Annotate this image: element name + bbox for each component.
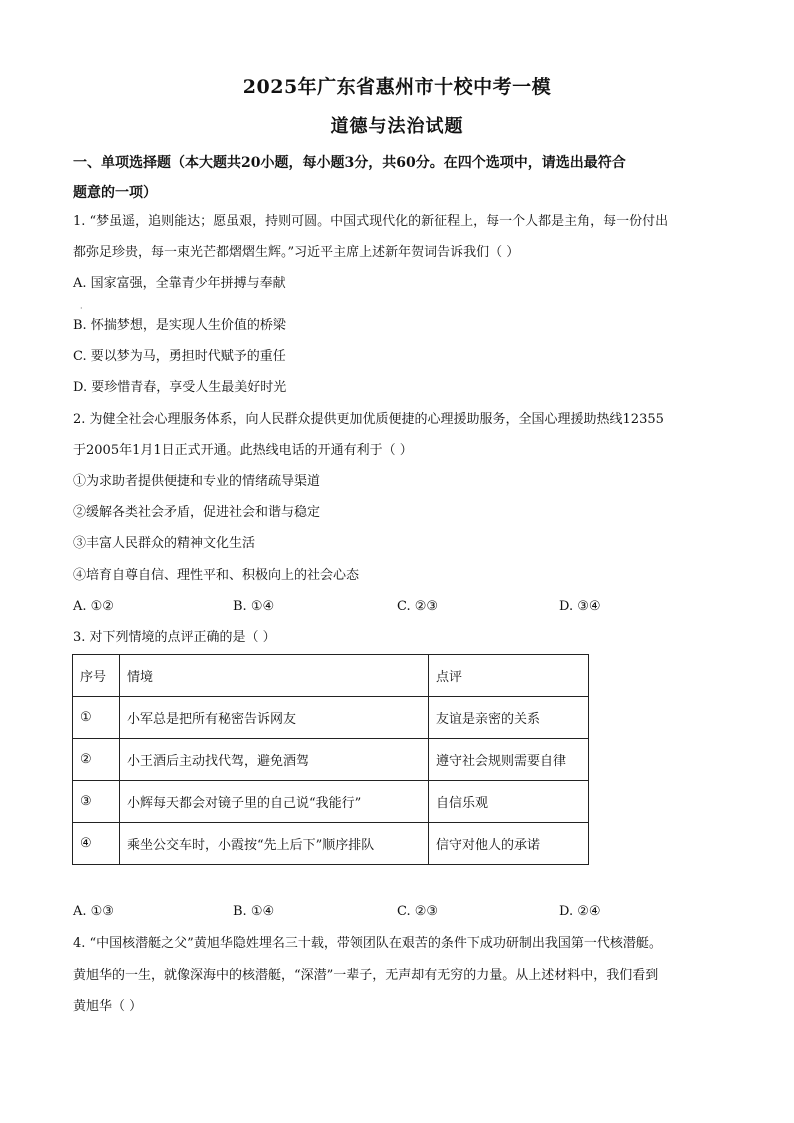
q2-option-d: D. ③④ [559, 599, 601, 614]
table-header-row [73, 655, 589, 697]
q4-stem-line-1: 4. “中国核潜艇之父”黄旭华隐姓埋名三十载，带领团队在艰苦的条件下成功研制出我国第一代核潜艇。 [73, 936, 662, 951]
q3-option-c: C. ②③ [397, 904, 439, 919]
table-cell: 小辉每天都会对镜子里的自己说“我能行” [120, 781, 429, 823]
table-cell: 自信乐观 [429, 781, 589, 823]
q2-statement-4: ④培育自尊自信、理性平和、积极向上的社会心态 [73, 568, 360, 583]
q3-stem: 3. 对下列情境的点评正确的是（ ） [73, 630, 276, 645]
q2-option-c: C. ②③ [397, 599, 439, 614]
q4-stem-line-2: 黄旭华的一生，就像深海中的核潜艇，“深潜”一辈子，无声却有无穷的力量。从上述材料中，我们看到 [73, 968, 659, 983]
table-cell: 小王酒后主动找代驾，避免酒驾 [120, 739, 429, 781]
table-header-cell: 情境 [120, 655, 429, 697]
table-cell: 乘坐公交车时，小霞按“先上后下”顺序排队 [120, 823, 429, 865]
table-cell: ③ [73, 781, 120, 823]
q1-stem-line-1: 1. “梦虽遥，追则能达；愿虽艰，持则可圆。中国式现代化的新征程上，每一个人都是主角，每一份付出 [73, 214, 669, 229]
table-row [73, 697, 589, 739]
table-header-cell: 序号 [73, 655, 120, 697]
q1-stem-line-2: 都弥足珍贵，每一束光芒都熠熠生辉。”习近平主席上述新年贺词告诉我们（ ） [73, 245, 520, 260]
q3-option-d: D. ②④ [559, 904, 601, 919]
scan-dot: · [80, 304, 83, 313]
table-cell: 小军总是把所有秘密告诉网友 [120, 697, 429, 739]
q2-statement-3: ③丰富人民群众的精神文化生活 [73, 536, 256, 551]
q2-options [73, 597, 723, 617]
table-cell: ④ [73, 823, 120, 865]
q2-option-a: A. ①② [73, 599, 114, 614]
table-row [73, 823, 589, 865]
table-cell: 遵守社会规则需要自律 [429, 739, 589, 781]
section-heading-line-2: 题意的一项） [73, 185, 157, 201]
table-row [73, 739, 589, 781]
section-heading-line-1: 一、单项选择题（本大题共20小题，每小题3分，共60分。在四个选项中，请选出最符合 [73, 155, 626, 171]
table-header-cell: 点评 [429, 655, 589, 697]
q3-options [73, 902, 723, 922]
q2-option-b: B. ①④ [233, 599, 275, 614]
q2-statement-1: ①为求助者提供便捷和专业的情绪疏导渠道 [73, 474, 321, 489]
q3-option-a: A. ①③ [73, 904, 114, 919]
table-cell: ① [73, 697, 120, 739]
q3-option-b: B. ①④ [233, 904, 275, 919]
exam-subtitle: 道德与法治试题 [330, 116, 464, 137]
q2-statement-2: ②缓解各类社会矛盾，促进社会和谐与稳定 [73, 505, 321, 520]
q1-option-c: C. 要以梦为马，勇担时代赋予的重任 [73, 349, 286, 364]
q1-option-b: B. 怀揣梦想，是实现人生价值的桥梁 [73, 318, 286, 333]
table-row [73, 781, 589, 823]
section-heading [73, 148, 725, 208]
q3-table [72, 654, 589, 865]
table-cell: 信守对他人的承诺 [429, 823, 589, 865]
q2-stem-line-1: 2. 为健全社会心理服务体系，向人民群众提供更加优质便捷的心理援助服务，全国心理援助热线12355 [73, 412, 664, 427]
q4-stem-line-3: 黄旭华（ ） [73, 999, 143, 1014]
q2-stem-line-2: 于2005年1月1日正式开通。此热线电话的开通有利于（ ） [73, 443, 413, 458]
table-cell: ② [73, 739, 120, 781]
table-cell: 友谊是亲密的关系 [429, 697, 589, 739]
exam-title: 2025年广东省惠州市十校中考一模 [242, 76, 552, 98]
q1-option-a: A. 国家富强，全靠青少年拼搏与奉献 [73, 276, 286, 291]
q1-option-d: D. 要珍惜青春，享受人生最美好时光 [73, 380, 287, 395]
